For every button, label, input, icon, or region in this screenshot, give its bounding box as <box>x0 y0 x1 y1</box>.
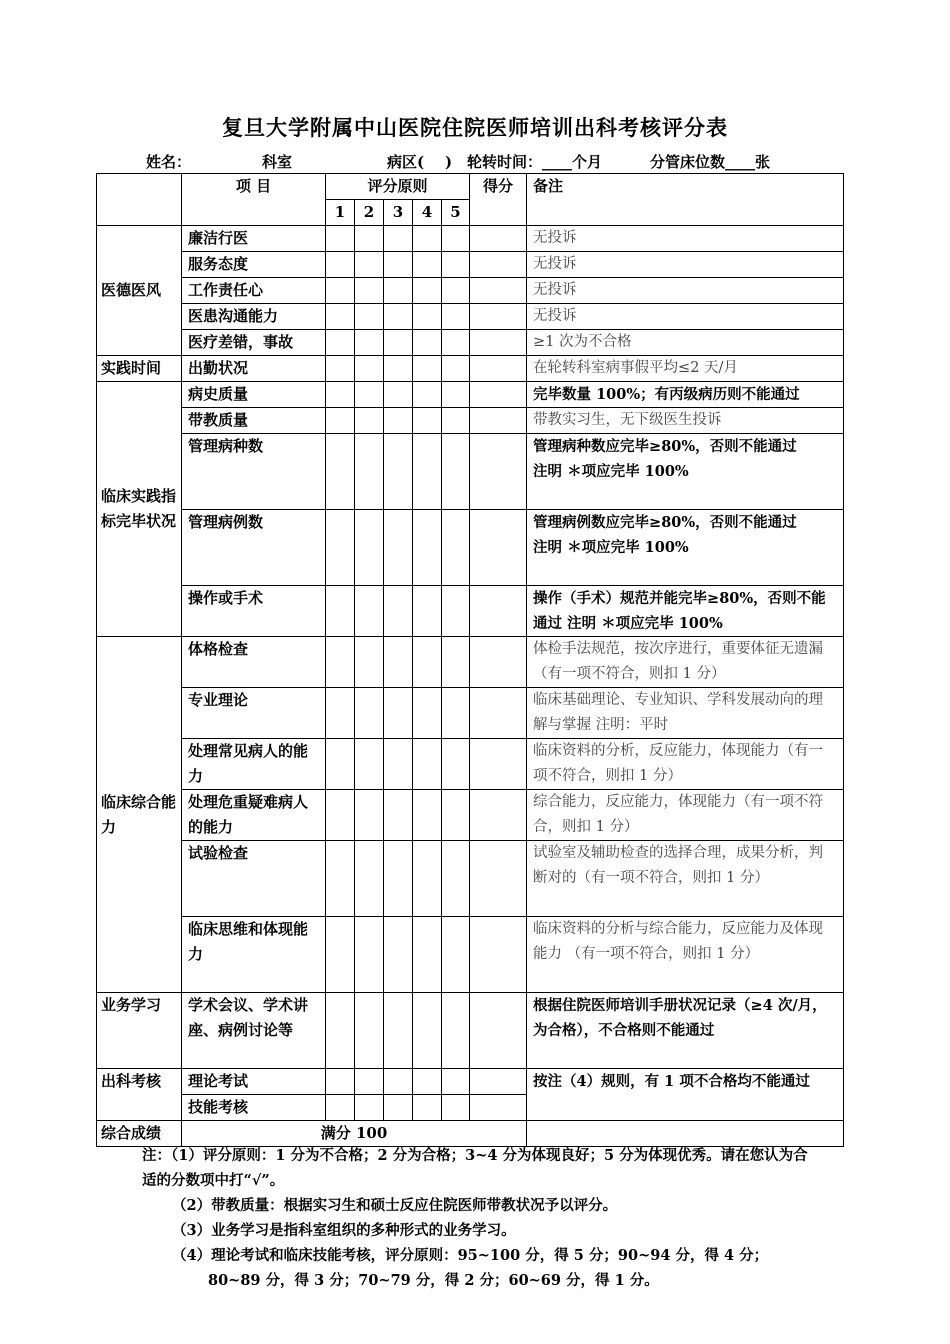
item-label: 管理病例数 <box>182 510 326 586</box>
note-4: （4）理论考试和临床技能考核，评分原则：95~100 分，得 5 分；90~94 分，得 4 分； <box>172 1247 769 1264</box>
score-cell[interactable] <box>413 637 442 688</box>
score-cell[interactable] <box>355 1095 384 1121</box>
note-2: （2）带教质量：根据实习生和硕士反应住院医师带教状况予以评分。 <box>172 1197 618 1214</box>
remark-text: 注明 ＊项应完毕 100% <box>533 539 689 556</box>
remark-text: 综合能力，反应能力，体现能力（有一项不符合，则扣 1 分） <box>527 790 844 841</box>
score-cell[interactable] <box>442 637 470 688</box>
score-cell[interactable] <box>442 993 470 1069</box>
remark-text: 无投诉 <box>527 304 844 330</box>
score-cell[interactable] <box>413 408 442 434</box>
score-cell[interactable] <box>326 304 355 330</box>
score-cell[interactable] <box>384 1095 413 1121</box>
remark-text: 临床基础理论、专业知识、学科发展动向的理解与掌握 注明：平时 <box>527 688 844 739</box>
score-cell[interactable] <box>442 739 470 790</box>
score-cell[interactable] <box>413 382 442 408</box>
total-score-cell[interactable] <box>470 790 527 841</box>
score-cell[interactable] <box>355 304 384 330</box>
category-total: 综合成绩 <box>97 1121 182 1147</box>
total-score-cell[interactable] <box>470 586 527 637</box>
remark-text: 临床资料的分析，反应能力，体现能力（有一项不符合，则扣 1 分） <box>527 739 844 790</box>
rotation-field-label[interactable]: 轮转时间：____个月 <box>467 153 603 171</box>
score-cell[interactable] <box>384 278 413 304</box>
score-cell[interactable] <box>326 252 355 278</box>
score-cell[interactable] <box>384 304 413 330</box>
total-score-cell[interactable] <box>470 510 527 586</box>
score-cell[interactable] <box>384 917 413 993</box>
score-cell[interactable] <box>326 917 355 993</box>
header-blank <box>97 174 182 226</box>
ward-field-label[interactable]: 病区( ) <box>387 153 453 171</box>
score-cell[interactable] <box>442 1069 470 1095</box>
score-cell[interactable] <box>326 637 355 688</box>
score-cell[interactable] <box>413 688 442 739</box>
total-score-cell[interactable] <box>470 382 527 408</box>
remark-text: 临床资料的分析与综合能力，反应能力及体现能力 （有一项不符合，则扣 1 分） <box>527 917 844 993</box>
remark-text: 按注（4）规则，有 1 项不合格均不能通过 <box>527 1069 844 1121</box>
score-cell[interactable] <box>413 226 442 252</box>
total-score-cell[interactable] <box>470 278 527 304</box>
item-label: 服务态度 <box>182 252 326 278</box>
total-score-cell[interactable] <box>470 434 527 510</box>
score-cell[interactable] <box>326 790 355 841</box>
dept-field-label[interactable]: 科室 <box>262 153 293 171</box>
score-cell[interactable] <box>384 688 413 739</box>
note-3: （3）业务学习是指科室组织的多种形式的业务学习。 <box>172 1222 516 1239</box>
score-cell[interactable] <box>384 637 413 688</box>
score-cell[interactable] <box>384 330 413 356</box>
score-cell[interactable] <box>413 252 442 278</box>
score-cell[interactable] <box>442 1095 470 1121</box>
score-cell[interactable] <box>326 226 355 252</box>
remark-text: 完毕数量 100%；有丙级病历则不能通过 <box>527 382 844 408</box>
item-label: 临床思维和体现能力 <box>182 917 326 993</box>
score-cell[interactable] <box>442 434 470 510</box>
score-cell[interactable] <box>384 408 413 434</box>
header-score: 得分 <box>470 174 527 226</box>
total-score-value: 满分 100 <box>182 1121 527 1147</box>
score-cell[interactable] <box>384 252 413 278</box>
score-cell[interactable] <box>442 841 470 917</box>
score-cell[interactable] <box>326 841 355 917</box>
score-cell[interactable] <box>442 586 470 637</box>
score-cell[interactable] <box>355 917 384 993</box>
score-cell[interactable] <box>355 382 384 408</box>
score-cell[interactable] <box>326 1069 355 1095</box>
item-label: 病史质量 <box>182 382 326 408</box>
item-label: 带教质量 <box>182 408 326 434</box>
score-cell[interactable] <box>384 356 413 382</box>
item-label: 出勤状况 <box>182 356 326 382</box>
item-label: 试验检查 <box>182 841 326 917</box>
total-score-cell[interactable] <box>470 917 527 993</box>
remark-text: 带教实习生，无下级医生投诉 <box>527 408 844 434</box>
total-score-cell[interactable] <box>470 1069 527 1095</box>
total-score-cell[interactable] <box>470 408 527 434</box>
category-practice: 实践时间 <box>97 356 182 382</box>
total-score-cell[interactable] <box>470 739 527 790</box>
score-cell[interactable] <box>442 790 470 841</box>
score-header-3: 3 <box>384 200 413 226</box>
score-cell[interactable] <box>384 434 413 510</box>
evaluation-table <box>96 173 844 1147</box>
remark-text: 无投诉 <box>527 252 844 278</box>
score-cell[interactable] <box>355 408 384 434</box>
score-cell[interactable] <box>413 993 442 1069</box>
score-cell[interactable] <box>355 739 384 790</box>
item-label: 医疗差错，事故 <box>182 330 326 356</box>
score-cell[interactable] <box>442 278 470 304</box>
score-cell[interactable] <box>384 1069 413 1095</box>
remark-text: 根据住院医师培训手册状况记录（≥4 次/月，为合格），不合格则不能通过 <box>527 993 844 1069</box>
score-cell[interactable] <box>326 356 355 382</box>
score-cell[interactable] <box>355 356 384 382</box>
total-score-cell[interactable] <box>470 637 527 688</box>
total-score-cell[interactable] <box>470 688 527 739</box>
score-cell[interactable] <box>413 1069 442 1095</box>
total-score-cell[interactable] <box>470 841 527 917</box>
total-score-cell[interactable] <box>470 330 527 356</box>
category-clinical-ability: 临床综合能力 <box>97 637 182 993</box>
score-cell[interactable] <box>355 434 384 510</box>
score-cell[interactable] <box>355 252 384 278</box>
score-cell[interactable] <box>326 1095 355 1121</box>
score-cell[interactable] <box>384 586 413 637</box>
score-cell[interactable] <box>326 739 355 790</box>
total-score-cell[interactable] <box>470 226 527 252</box>
score-cell[interactable] <box>442 330 470 356</box>
remark-text: 管理病种数应完毕≥80%，否则不能通过 <box>533 438 797 455</box>
score-cell[interactable] <box>413 1095 442 1121</box>
score-cell[interactable] <box>442 408 470 434</box>
total-score-cell[interactable] <box>470 1095 527 1121</box>
item-label: 管理病种数 <box>182 434 326 510</box>
score-cell[interactable] <box>326 382 355 408</box>
score-cell[interactable] <box>355 330 384 356</box>
score-cell[interactable] <box>326 330 355 356</box>
score-header-4: 4 <box>413 200 442 226</box>
score-cell[interactable] <box>413 330 442 356</box>
score-cell[interactable] <box>442 252 470 278</box>
score-cell[interactable] <box>442 917 470 993</box>
score-cell[interactable] <box>355 278 384 304</box>
score-cell[interactable] <box>442 304 470 330</box>
score-cell[interactable] <box>413 586 442 637</box>
item-label: 操作或手术 <box>182 586 326 637</box>
score-cell[interactable] <box>384 739 413 790</box>
remark-text: 在轮转科室病事假平均≤2 天/月 <box>527 356 844 382</box>
remark-text: 管理病例数应完毕≥80%，否则不能通过 <box>533 514 797 531</box>
category-study: 业务学习 <box>97 993 182 1069</box>
score-header-5: 5 <box>442 200 470 226</box>
remark-text: 注明 ＊项应完毕 100% <box>533 463 689 480</box>
item-label: 学术会议、学术讲座、病例讨论等 <box>182 993 326 1069</box>
score-cell[interactable] <box>326 434 355 510</box>
note-5: 80~89 分，得 3 分；70~79 分，得 2 分；60~69 分，得 1 分。 <box>208 1272 659 1289</box>
score-cell[interactable] <box>413 917 442 993</box>
score-cell[interactable] <box>384 510 413 586</box>
header-item: 项 目 <box>182 174 326 226</box>
score-cell[interactable] <box>355 841 384 917</box>
score-cell[interactable] <box>384 993 413 1069</box>
score-cell[interactable] <box>355 637 384 688</box>
total-score-cell[interactable] <box>470 304 527 330</box>
remark-text: ≥1 次为不合格 <box>527 330 844 356</box>
score-cell[interactable] <box>355 993 384 1069</box>
total-score-cell[interactable] <box>470 993 527 1069</box>
score-cell[interactable] <box>442 688 470 739</box>
header-remark: 备注 <box>527 174 844 226</box>
score-cell[interactable] <box>326 408 355 434</box>
remark-text: 无投诉 <box>527 278 844 304</box>
remark-cell <box>527 510 844 586</box>
score-cell[interactable] <box>355 688 384 739</box>
item-label: 理论考试 <box>182 1069 326 1095</box>
score-cell[interactable] <box>355 1069 384 1095</box>
score-cell[interactable] <box>326 586 355 637</box>
score-cell[interactable] <box>355 510 384 586</box>
score-cell[interactable] <box>384 841 413 917</box>
beds-field-label[interactable]: 分管床位数____张 <box>650 153 771 171</box>
score-cell[interactable] <box>413 434 442 510</box>
score-cell[interactable] <box>442 382 470 408</box>
score-cell[interactable] <box>413 841 442 917</box>
score-cell[interactable] <box>413 304 442 330</box>
score-header-1: 1 <box>326 200 355 226</box>
score-cell[interactable] <box>442 356 470 382</box>
category-ethics: 医德医风 <box>97 226 182 356</box>
score-cell[interactable] <box>326 993 355 1069</box>
item-label: 专业理论 <box>182 688 326 739</box>
score-cell[interactable] <box>413 790 442 841</box>
score-cell[interactable] <box>355 790 384 841</box>
remark-text: 体检手法规范，按次序进行，重要体征无遗漏 （有一项不符合，则扣 1 分） <box>527 637 844 688</box>
score-cell[interactable] <box>355 586 384 637</box>
item-label: 体格检查 <box>182 637 326 688</box>
score-cell[interactable] <box>442 226 470 252</box>
score-cell[interactable] <box>413 278 442 304</box>
page-title: 复旦大学附属中山医院住院医师培训出科考核评分表 <box>222 115 728 140</box>
category-exam: 出科考核 <box>97 1069 182 1121</box>
remark-cell <box>527 434 844 510</box>
notes-section <box>142 1143 822 1293</box>
name-field-label[interactable]: 姓名： <box>146 153 192 171</box>
score-cell[interactable] <box>384 790 413 841</box>
total-score-cell[interactable] <box>470 252 527 278</box>
total-score-cell[interactable] <box>470 356 527 382</box>
header-principle: 评分原则 <box>326 174 470 200</box>
item-label: 医患沟通能力 <box>182 304 326 330</box>
score-cell[interactable] <box>442 510 470 586</box>
item-label: 廉洁行医 <box>182 226 326 252</box>
score-cell[interactable] <box>355 226 384 252</box>
category-clinical-practice: 临床实践指标完毕状况 <box>97 382 182 637</box>
score-header-2: 2 <box>355 200 384 226</box>
score-cell[interactable] <box>326 510 355 586</box>
item-label: 工作责任心 <box>182 278 326 304</box>
remark-text: 无投诉 <box>527 226 844 252</box>
item-label: 处理常见病人的能力 <box>182 739 326 790</box>
score-cell[interactable] <box>384 226 413 252</box>
remark-text: 操作（手术）规范并能完毕≥80%，否则不能通过 注明 ＊项应完毕 100% <box>527 586 844 637</box>
item-label: 技能考核 <box>182 1095 326 1121</box>
score-cell[interactable] <box>326 688 355 739</box>
score-cell[interactable] <box>413 356 442 382</box>
score-cell[interactable] <box>384 382 413 408</box>
remark-text: 试验室及辅助检查的选择合理，成果分析，判断对的（有一项不符合，则扣 1 分） <box>527 841 844 917</box>
note-1: 注：（1）评分原则：1 分为不合格；2 分为合格；3~4 分为体现良好；5 分为体现优秀。请在您认为合适的分数项中打“√”。 <box>142 1147 808 1189</box>
score-cell[interactable] <box>413 739 442 790</box>
score-cell[interactable] <box>413 510 442 586</box>
score-cell[interactable] <box>326 278 355 304</box>
item-label: 处理危重疑难病人的能力 <box>182 790 326 841</box>
